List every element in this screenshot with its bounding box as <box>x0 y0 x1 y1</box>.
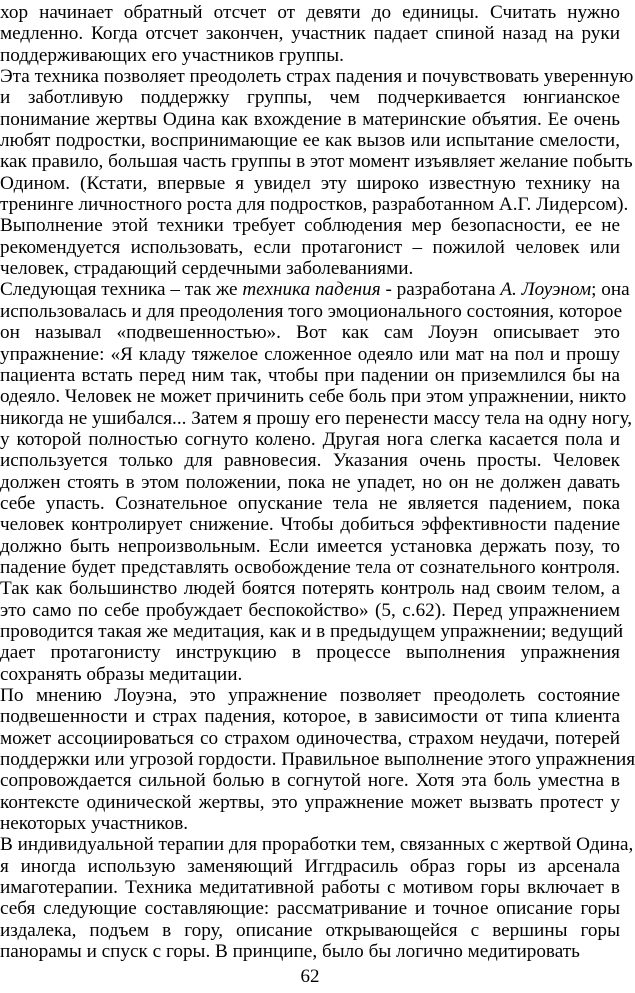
text-line: Следующая техника – так же техника падения - разработана А. Лоуэном; она <box>0 279 630 301</box>
text-line: Одином. (Кстати, впервые я увидел эту широко известную технику на <box>0 172 620 194</box>
page-text <box>0 2 635 963</box>
text-line: человек контролирует снижение. Чтобы добиться эффективности падение <box>0 514 620 536</box>
text-line: может ассоциироваться со страхом одиночества, страхом неудачи, потерей <box>0 727 620 749</box>
text-line: некоторых участников. <box>0 813 189 835</box>
paragraph <box>0 66 634 280</box>
text-line: падение будет представлять освобождение тела от сознательного контроля. <box>0 556 620 578</box>
text-line: сопровождается сильной болью в согнутой ноге. Хотя эта боль уместна в <box>0 770 620 792</box>
text-line: должно быть непроизвольным. Если имеется установка держать позу, то <box>0 535 620 557</box>
text-line: себе упасть. Сознательное опускание тела не является падением, пока <box>0 492 620 514</box>
text-line: поддержки или угрозой гордости. Правильное выполнение этого упражнения <box>0 749 635 771</box>
text-line: сохранять образы медитации. <box>0 663 243 685</box>
text-line: я иногда использую заменяющий Иггдрасиль образ горы из арсенала <box>0 855 620 877</box>
text-line: у которой полностью согнуто колено. Другая нога слегка касается пола и <box>0 428 620 450</box>
text-line: тренинге личностного роста для подростков, разработанном А.Г. Лидерсом). <box>0 194 629 216</box>
text-line: медленно. Когда отсчет закончен, участник падает спиной назад на руки <box>0 23 620 45</box>
text-line: упражнение: «Я кладу тяжелое сложенное одеяло или мат на пол и прошу <box>0 343 620 365</box>
paragraph <box>0 685 635 835</box>
text-line: как правило, большая часть группы в этот момент изъявляет желание побыть <box>0 151 633 173</box>
text-line: понимание жертвы Одина как вхождение в материнские объятия. Ее очень <box>0 108 620 130</box>
text-line: Так как большинство людей боятся потерять контроль над своим телом, а <box>0 578 620 600</box>
text-line: контексте одинической жертвы, это упражнение может вызвать протест у <box>0 791 620 813</box>
text-line: поддерживающих его участников группы. <box>0 44 344 66</box>
text-line: подвешенности и страх падения, которое, в зависимости от типа клиента <box>0 706 620 728</box>
text-line: пациента встать перед ним так, чтобы при падении он приземлился бы на <box>0 364 620 386</box>
text-line: и заботливую поддержку группы, чем подчеркивается юнгианское <box>0 87 620 109</box>
paragraph <box>0 2 620 66</box>
text-line: дает протагонисту инструкцию в процессе выполнения упражнения <box>0 642 620 664</box>
text-line: себя следующие составляющие: рассматривание и точное описание горы <box>0 898 620 920</box>
text-line: проводится такая же медитация, как и в предыдущем упражнении; ведущий <box>0 620 624 642</box>
paragraph <box>0 279 633 685</box>
text-line: должен стоять в этом положении, пока не упадет, но он не должен давать <box>0 471 620 493</box>
text-line: это само по себе пробуждает беспокойство» (5, с.62). Перед упражнением <box>0 599 620 621</box>
text-line: Эта техника позволяет преодолеть страх падения и почувствовать уверенную <box>0 66 634 88</box>
text-line: По мнению Лоуэна, это упражнение позволяет преодолеть состояние <box>0 685 620 706</box>
paragraph <box>0 834 634 963</box>
text-line: никогда не ушибался... Затем я прошу его перенести массу тела на одну ногу, <box>0 407 633 429</box>
text-line: хор начинает обратный отсчет от девяти до единицы. Считать нужно <box>0 2 620 23</box>
page-number: 62 <box>300 966 320 987</box>
text-line: использовалась и для преодоления того эмоционального состояния, которое <box>0 300 623 322</box>
text-line: рекомендуется использовать, если протагонист – пожилой человек или <box>0 236 620 258</box>
text-line: Выполнение этой техники требует соблюдения мер безопасности, ее не <box>0 215 620 237</box>
text-line: он называл «подвешенностью». Вот как сам Лоуэн описывает это <box>0 322 620 344</box>
text-line: используется только для равновесия. Указания очень просты. Человек <box>0 450 620 472</box>
text-line: панорамы и спуск с горы. В принципе, было бы логично медитировать <box>0 941 580 963</box>
text-line: В индивидуальной терапии для проработки тем, связанных с жертвой Одина, <box>0 834 634 856</box>
text-line: одеяло. Человек не может причинить себе боль при этом упражнении, никто <box>0 386 627 408</box>
text-line: человек, страдающий сердечными заболеваниями. <box>0 258 414 280</box>
text-line: имаготерапии. Техника медитативной работы с мотивом горы включает в <box>0 877 620 899</box>
text-line: любят подростки, воспринимающие ее как вызов или испытание смелости, <box>0 130 620 152</box>
text-line: издалека, подъем в гору, описание открывающейся с вершины горы <box>0 919 620 941</box>
